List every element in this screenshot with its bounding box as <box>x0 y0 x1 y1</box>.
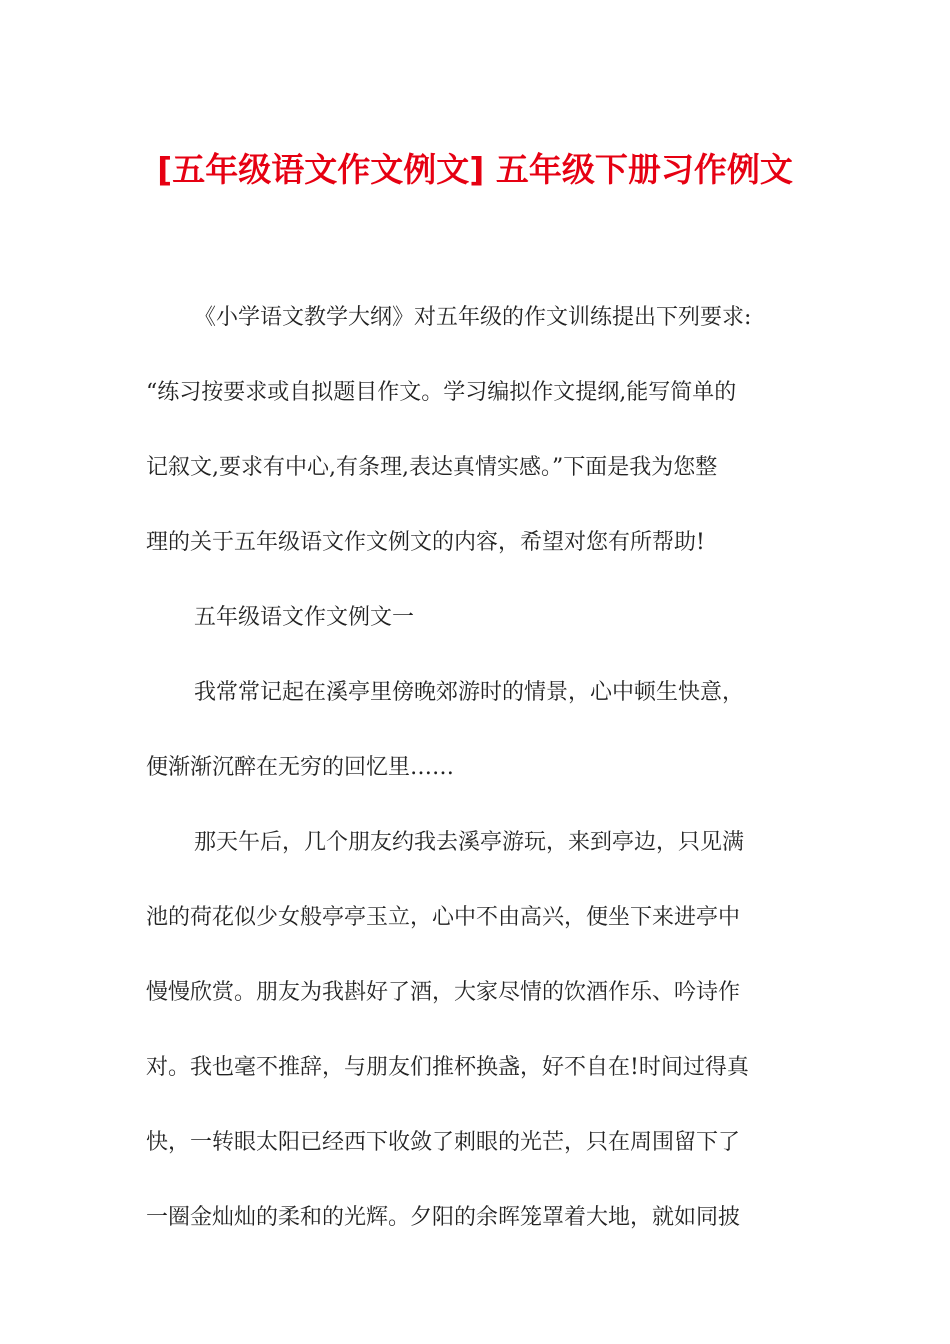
paragraph-line: 那天午后，几个朋友约我去溪亭游玩，来到亭边，只见满 <box>194 830 745 855</box>
paragraph-line: 慢慢欣赏。朋友为我斟好了酒，大家尽情的饮酒作乐、吟诗作 <box>146 980 741 1005</box>
paragraph-line: 池的荷花似少女般亭亭玉立，心中不由高兴，便坐下来进亭中 <box>146 905 741 930</box>
paragraph-line: 快，一转眼太阳已经西下收敛了刺眼的光芒，只在周围留下了 <box>146 1130 741 1155</box>
paragraph-line: 理的关于五年级语文作文例文的内容，希望对您有所帮助! <box>146 530 705 555</box>
paragraph-line: 记叙文,要求有中心,有条理,表达真情实感。”下面是我为您整 <box>146 455 718 480</box>
paragraph-line: 我常常记起在溪亭里傍晚郊游时的情景，心中顿生快意， <box>194 680 745 705</box>
paragraph-line: 对。我也毫不推辞，与朋友们推杯换盏，好不自在!时间过得真 <box>146 1055 749 1080</box>
paragraph-line: “练习按要求或自拟题目作文。学习编拟作文提纲,能写简单的 <box>146 380 737 405</box>
document-title: [五年级语文作文例文] 五年级下册习作例文 <box>157 150 793 189</box>
paragraph-line: 便渐渐沉醉在无穷的回忆里…… <box>146 755 455 780</box>
paragraph-line: 一圈金灿灿的柔和的光辉。夕阳的余晖笼罩着大地，就如同披 <box>146 1205 741 1230</box>
document-body <box>146 280 806 1255</box>
section-heading: 五年级语文作文例文一 <box>194 605 415 630</box>
paragraph-line: 《小学语文教学大纲》对五年级的作文训练提出下列要求: <box>194 305 752 330</box>
